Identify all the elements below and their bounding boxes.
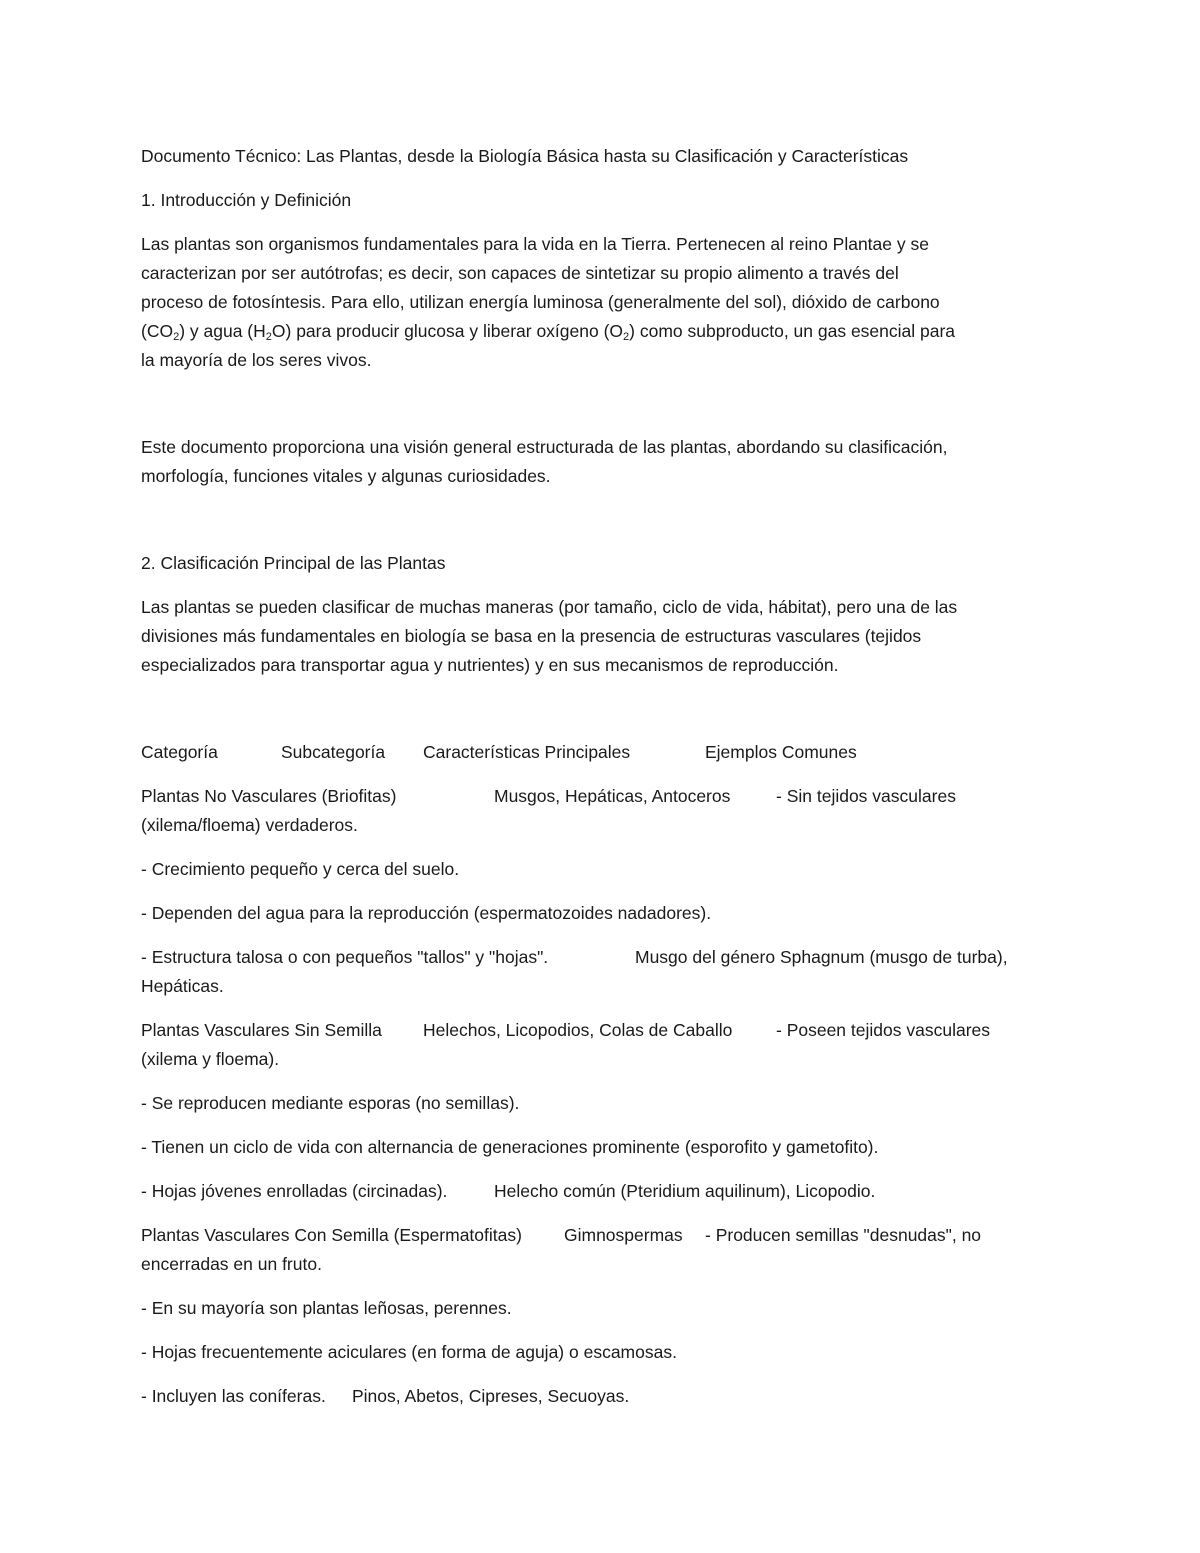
text-fragment: (CO <box>141 321 174 341</box>
table-cell-examples: Pinos, Abetos, Cipreses, Secuoyas. <box>352 1386 630 1406</box>
classification-paragraph-line: Las plantas se pueden clasificar de muchas maneras (por tamaño, ciclo de vida, hábitat), pero una de las <box>141 597 958 617</box>
intro-paragraph-line: caracterizan por ser autótrofas; es decir, son capaces de sintetizar su propio alimento a través del <box>141 263 899 283</box>
table-header-row <box>141 741 1041 763</box>
table-header-cell: Subcategoría <box>281 742 386 762</box>
table-cell-subcategory: Gimnospermas <box>564 1225 683 1245</box>
subscript: 2 <box>265 331 272 343</box>
table-cell-feature-bullet: - Incluyen las coníferas. <box>141 1386 326 1406</box>
table-cell-feature-bullet: - Tienen un ciclo de vida con alternancia de generaciones prominente (esporofito y gametofito). <box>141 1137 879 1157</box>
table-row <box>141 785 1041 807</box>
table-cell-category: Plantas Vasculares Con Semilla (Espermatofitas) <box>141 1225 522 1245</box>
table-cell-feature-bullet: - Hojas jóvenes enrolladas (circinadas). <box>141 1181 448 1201</box>
table-cell-feature-bullet: - Crecimiento pequeño y cerca del suelo. <box>141 859 460 879</box>
table-row <box>141 1019 1041 1041</box>
table-cell-feature: - Poseen tejidos vasculares <box>776 1020 990 1040</box>
table-row-line <box>141 1180 1041 1202</box>
table-cell-feature: - Sin tejidos vasculares <box>776 786 956 806</box>
table-header-cell: Características Principales <box>423 742 631 762</box>
table-cell-category: Plantas Vasculares Sin Semilla <box>141 1020 382 1040</box>
table-row-line <box>141 1385 1041 1407</box>
table-cell-category: Plantas No Vasculares (Briofitas) <box>141 786 397 806</box>
table-cell-feature-bullet: - Estructura talosa o con pequeños "tallos" y "hojas". <box>141 947 549 967</box>
text-fragment: O) para producir glucosa y liberar oxígeno (O <box>271 321 624 341</box>
table-header-cell: Ejemplos Comunes <box>705 742 857 762</box>
table-cell-feature-bullet: - Se reproducen mediante esporas (no semillas). <box>141 1093 520 1113</box>
table-cell-feature-bullet: - Hojas frecuentemente aciculares (en forma de aguja) o escamosas. <box>141 1342 677 1362</box>
table-row <box>141 1224 1041 1246</box>
table-cell-feature: - Producen semillas "desnudas", no <box>705 1225 982 1245</box>
table-cell-examples: Helecho común (Pteridium aquilinum), Licopodio. <box>494 1181 876 1201</box>
intro-paragraph-line: la mayoría de los seres vivos. <box>141 350 372 370</box>
section-2-heading: 2. Clasificación Principal de las Plantas <box>141 553 446 573</box>
intro-paragraph-line: Las plantas son organismos fundamentales para la vida en la Tierra. Pertenecen al reino Plantae y se <box>141 234 929 254</box>
table-cell-feature-continued: encerradas en un fruto. <box>141 1254 322 1274</box>
text-fragment: ) y agua (H <box>179 321 266 341</box>
table-row-line <box>141 946 1061 968</box>
text-fragment: ) como subproducto, un gas esencial para <box>629 321 956 341</box>
section-1-heading: 1. Introducción y Definición <box>141 190 352 210</box>
intro-paragraph-line: proceso de fotosíntesis. Para ello, utilizan energía luminosa (generalmente del sol), dióxido de carbono <box>141 292 940 312</box>
subscript: 2 <box>623 331 630 343</box>
overview-paragraph-line: Este documento proporciona una visión general estructurada de las plantas, abordando su clasificación, <box>141 437 948 457</box>
subscript: 2 <box>173 331 180 343</box>
table-cell-feature-bullet: - En su mayoría son plantas leñosas, perennes. <box>141 1298 512 1318</box>
classification-paragraph-line: divisiones más fundamentales en biología se basa en la presencia de estructuras vasculares (tejidos <box>141 626 922 646</box>
intro-paragraph-line-formulas <box>141 320 955 342</box>
table-cell-subcategory: Musgos, Hepáticas, Antoceros <box>494 786 731 806</box>
table-cell-feature-continued: (xilema/floema) verdaderos. <box>141 815 358 835</box>
document-title: Documento Técnico: Las Plantas, desde la Biología Básica hasta su Clasificación y Características <box>141 146 909 166</box>
table-cell-examples: Musgo del género Sphagnum (musgo de turba), <box>635 947 1008 967</box>
table-cell-feature-continued: (xilema y floema). <box>141 1049 280 1069</box>
classification-paragraph-line: especializados para transportar agua y nutrientes) y en sus mecanismos de reproducción. <box>141 655 839 675</box>
overview-paragraph-line: morfología, funciones vitales y algunas curiosidades. <box>141 466 551 486</box>
table-cell-examples-continued: Hepáticas. <box>141 976 224 996</box>
table-cell-feature-bullet: - Dependen del agua para la reproducción (espermatozoides nadadores). <box>141 903 712 923</box>
table-cell-subcategory: Helechos, Licopodios, Colas de Caballo <box>423 1020 733 1040</box>
table-header-cell: Categoría <box>141 742 218 762</box>
